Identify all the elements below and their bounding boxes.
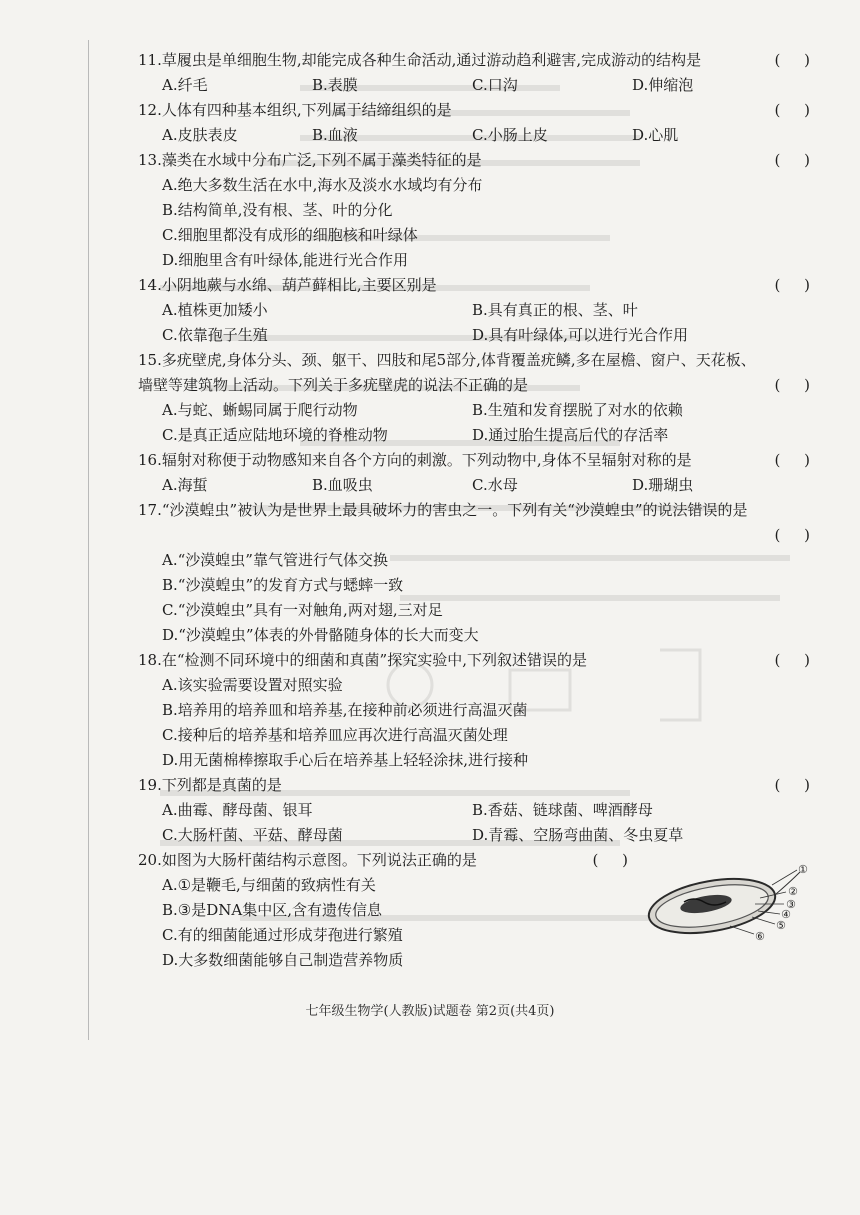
option-b: B.表膜: [312, 76, 358, 94]
question-16: [138, 448, 818, 498]
question-11: [138, 48, 818, 98]
option-b: B.血吸虫: [312, 476, 373, 494]
answer-bracket[interactable]: ( ): [774, 51, 810, 69]
option-a: A.植株更加矮小: [162, 301, 268, 319]
option-d: D.具有叶绿体,可以进行光合作用: [472, 326, 689, 344]
page-footer: 七年级生物学(人教版)试题卷 第2页(共4页): [305, 1004, 555, 1019]
option-d: D.细胞里含有叶绿体,能进行光合作用: [162, 251, 409, 269]
question-15: [138, 348, 818, 448]
option-a: A.“沙漠蝗虫”靠气管进行气体交换: [162, 551, 388, 569]
option-b: B.香菇、链球菌、啤酒酵母: [472, 801, 653, 819]
option-c: C.“沙漠蝗虫”具有一对触角,两对翅,三对足: [162, 601, 443, 619]
option-a: A.该实验需要设置对照实验: [162, 676, 343, 694]
option-c: C.接种后的培养基和培养皿应再次进行高温灭菌处理: [162, 726, 508, 744]
options-row: [138, 298, 818, 323]
question-stem: 13.藻类在水域中分布广泛,下列不属于藻类特征的是: [138, 151, 482, 169]
diagram-label-1: ①: [798, 863, 808, 876]
option-b: B.血液: [312, 126, 358, 144]
option-d: D.心肌: [632, 126, 679, 144]
question-list: [138, 48, 818, 973]
diagram-label-2: ②: [788, 885, 798, 898]
option-a: A.纤毛: [162, 76, 208, 94]
option-d: D.珊瑚虫: [632, 476, 694, 494]
options-row: [138, 398, 818, 423]
question-17: [138, 498, 818, 648]
question-18: [138, 648, 818, 773]
diagram-label-6: ⑥: [755, 930, 765, 943]
option-c: C.细胞里都没有成形的细胞核和叶绿体: [162, 226, 418, 244]
option-b: B.具有真正的根、茎、叶: [472, 301, 638, 319]
question-13: [138, 148, 818, 273]
answer-bracket[interactable]: ( ): [774, 276, 810, 294]
question-stem: 16.辐射对称便于动物感知来自各个方向的刺激。下列动物中,身体不呈辐射对称的是: [138, 451, 692, 469]
option-c: C.小肠上皮: [472, 126, 548, 144]
question-stem: 12.人体有四种基本组织,下列属于结缔组织的是: [138, 101, 452, 119]
binding-margin-line: [88, 40, 89, 1040]
option-a: A.皮肤表皮: [162, 126, 238, 144]
option-d: D.青霉、空肠弯曲菌、冬虫夏草: [472, 826, 684, 844]
option-d: D.伸缩泡: [632, 76, 694, 94]
option-d: D.用无菌棉棒擦取手心后在培养基上轻轻涂抹,进行接种: [162, 751, 529, 769]
options-row: [138, 423, 818, 448]
option-b: B.③是DNA集中区,含有遗传信息: [162, 901, 382, 919]
diagram-label-3: ③: [786, 898, 796, 911]
option-c: C.大肠杆菌、平菇、酵母菌: [162, 826, 343, 844]
answer-bracket[interactable]: ( ): [774, 776, 810, 794]
option-c: C.依靠孢子生殖: [162, 326, 268, 344]
option-d: D.通过胎生提高后代的存活率: [472, 426, 669, 444]
question-12: [138, 98, 818, 148]
question-19: [138, 773, 818, 848]
option-d: D.大多数细菌能够自己制造营养物质: [162, 951, 404, 969]
option-c: C.有的细菌能通过形成芽孢进行繁殖: [162, 926, 403, 944]
diagram-label-5: ⑤: [776, 919, 786, 932]
option-b: B.“沙漠蝗虫”的发育方式与蟋蟀一致: [162, 576, 404, 594]
question-stem: 19.下列都是真菌的是: [138, 776, 282, 794]
answer-bracket[interactable]: ( ): [774, 651, 810, 669]
option-a: A.①是鞭毛,与细菌的致病性有关: [162, 876, 376, 894]
options-row: [138, 73, 818, 98]
option-c: C.水母: [472, 476, 518, 494]
options-row: [138, 798, 818, 823]
option-a: A.海蜇: [162, 476, 208, 494]
question-stem: 15.多疣壁虎,身体分头、颈、躯干、四肢和尾5部分,体背覆盖疣鳞,多在屋檐、窗户、天花板、墙壁等建筑物上活动。下列关于多疣壁虎的说法不正确的是: [138, 351, 756, 394]
options-row: [138, 323, 818, 348]
option-c: C.是真正适应陆地环境的脊椎动物: [162, 426, 388, 444]
answer-bracket[interactable]: ( ): [774, 101, 810, 119]
diagram-label-4: ④: [781, 908, 791, 921]
option-d: D.“沙漠蝗虫”体表的外骨骼随身体的长大而变大: [162, 626, 479, 644]
answer-bracket[interactable]: ( ): [774, 451, 810, 469]
question-stem: 17.“沙漠蝗虫”被认为是世界上最具破坏力的害虫之一。下列有关“沙漠蝗虫”的说法错误的是: [138, 501, 748, 519]
question-stem: 18.在“检测不同环境中的细菌和真菌”探究实验中,下列叙述错误的是: [138, 651, 587, 669]
question-stem: 20.如图为大肠杆菌结构示意图。下列说法正确的是: [138, 851, 477, 869]
ecoli-structure-diagram: [640, 860, 810, 950]
option-b: B.培养用的培养皿和培养基,在接种前必须进行高温灭菌: [162, 701, 528, 719]
question-stem: 11.草履虫是单细胞生物,却能完成各种生命活动,通过游动趋利避害,完成游动的结构是: [138, 51, 702, 69]
question-14: [138, 273, 818, 348]
options-row: [138, 473, 818, 498]
option-b: B.生殖和发育摆脱了对水的依赖: [472, 401, 683, 419]
answer-bracket[interactable]: ( ): [774, 151, 810, 169]
option-a: A.与蛇、蜥蜴同属于爬行动物: [162, 401, 358, 419]
answer-bracket[interactable]: ( ): [592, 851, 628, 869]
question-stem: 14.小阴地蕨与水绵、葫芦藓相比,主要区别是: [138, 276, 437, 294]
options-row: [138, 823, 818, 848]
option-a: A.曲霉、酵母菌、银耳: [162, 801, 313, 819]
answer-bracket[interactable]: ( ): [774, 376, 810, 394]
option-b: B.结构简单,没有根、茎、叶的分化: [162, 201, 393, 219]
option-c: C.口沟: [472, 76, 518, 94]
option-a: A.绝大多数生活在水中,海水及淡水水域均有分布: [162, 176, 483, 194]
options-row: [138, 123, 818, 148]
answer-bracket[interactable]: ( ): [774, 526, 810, 544]
